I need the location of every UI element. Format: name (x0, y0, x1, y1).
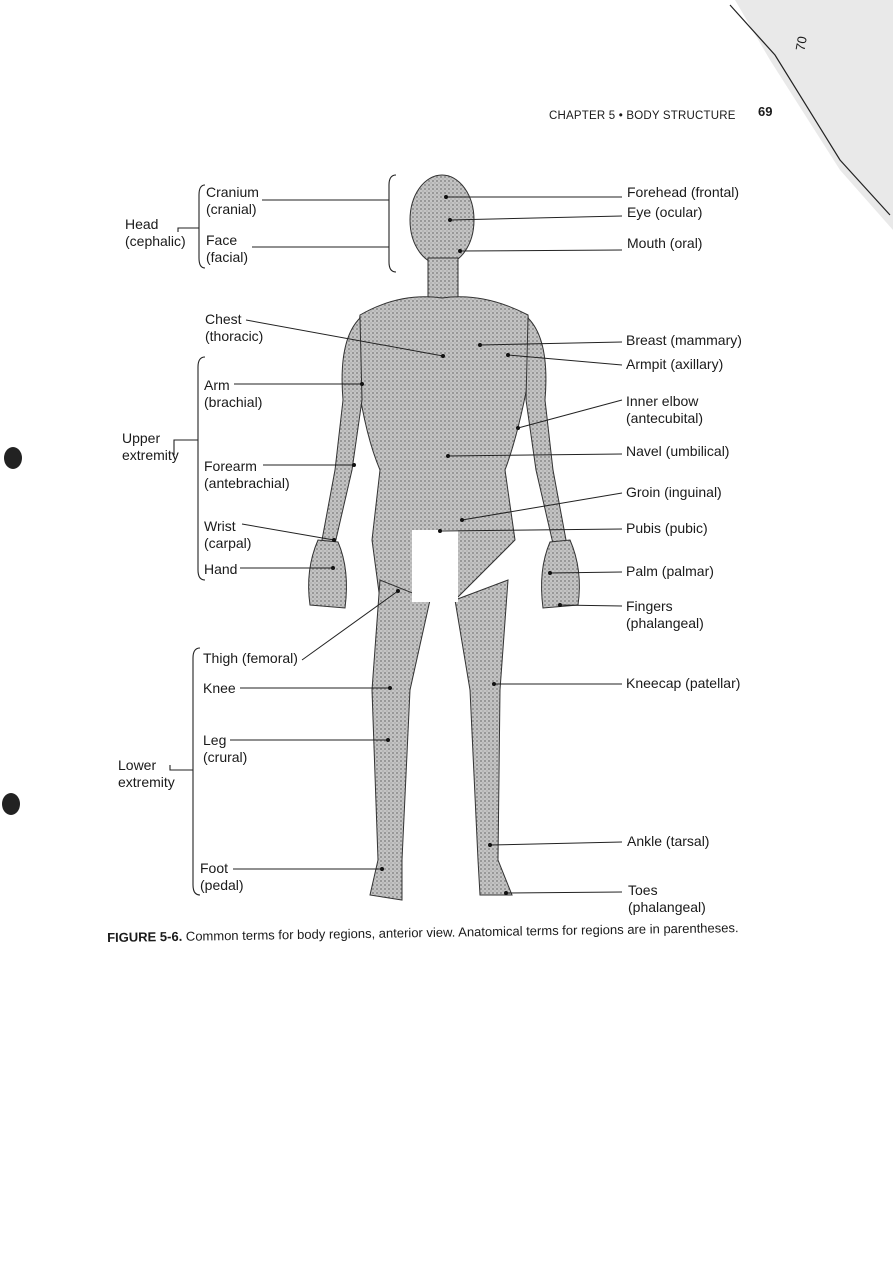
left-arm-shape (322, 318, 362, 548)
label-mouth: Mouth (oral) (627, 235, 703, 251)
right-arm-shape (526, 318, 566, 548)
label-forehead: Forehead (frontal) (627, 184, 740, 200)
label-groin: Groin (inguinal) (626, 484, 722, 500)
label-hand: Hand (204, 561, 238, 577)
group-upper-extremity: Upper extremity (122, 430, 179, 463)
label-eye: Eye (ocular) (627, 204, 703, 220)
binder-hole-bottom (2, 793, 20, 815)
label-pubis: Pubis (pubic) (626, 520, 708, 536)
censor-patch (412, 530, 458, 602)
label-foot: Foot (pedal) (200, 860, 244, 893)
label-kneecap: Kneecap (patellar) (626, 675, 741, 691)
left-hand-shape (309, 540, 347, 608)
head-bracket (199, 185, 205, 268)
label-palm: Palm (palmar) (626, 563, 714, 579)
cranium-face-bracket (389, 175, 396, 272)
right-leg-shape (455, 580, 512, 895)
neck-shape (428, 258, 458, 298)
label-breast: Breast (mammary) (626, 332, 742, 348)
page-number: 69 (758, 104, 773, 119)
right-hand-shape (542, 540, 580, 608)
label-toes: Toes (phalangeal) (628, 882, 706, 915)
label-knee: Knee (203, 680, 236, 696)
lower-bracket (193, 648, 200, 895)
figure-caption-text: Common terms for body regions, anterior view. Anatomical terms for regions are in parentheses. (185, 920, 739, 944)
chapter-header: CHAPTER 5 • BODY STRUCTURE (549, 110, 736, 122)
label-thigh: Thigh (femoral) (203, 650, 298, 666)
figure-id: FIGURE 5-6. (107, 928, 183, 945)
label-arm: Arm (brachial) (204, 377, 263, 410)
label-chest: Chest (thoracic) (205, 311, 264, 344)
binder-hole-top (4, 447, 22, 469)
handwritten-page-mark: 70 (792, 35, 810, 52)
label-wrist: Wrist (carpal) (204, 518, 252, 551)
label-navel: Navel (umbilical) (626, 443, 730, 459)
label-leg: Leg (crural) (203, 732, 248, 765)
label-forearm: Forearm (antebrachial) (204, 458, 290, 491)
label-face: Face (facial) (206, 232, 249, 265)
label-cranium: Cranium (cranial) (206, 184, 259, 217)
group-lower-extremity: Lower extremity (118, 757, 175, 790)
label-inner-elbow: Inner elbow (antecubital) (626, 393, 704, 426)
group-head: Head (cephalic) (125, 216, 186, 249)
label-armpit: Armpit (axillary) (626, 356, 724, 372)
label-fingers: Fingers (phalangeal) (626, 598, 704, 631)
label-ankle: Ankle (tarsal) (627, 833, 710, 849)
